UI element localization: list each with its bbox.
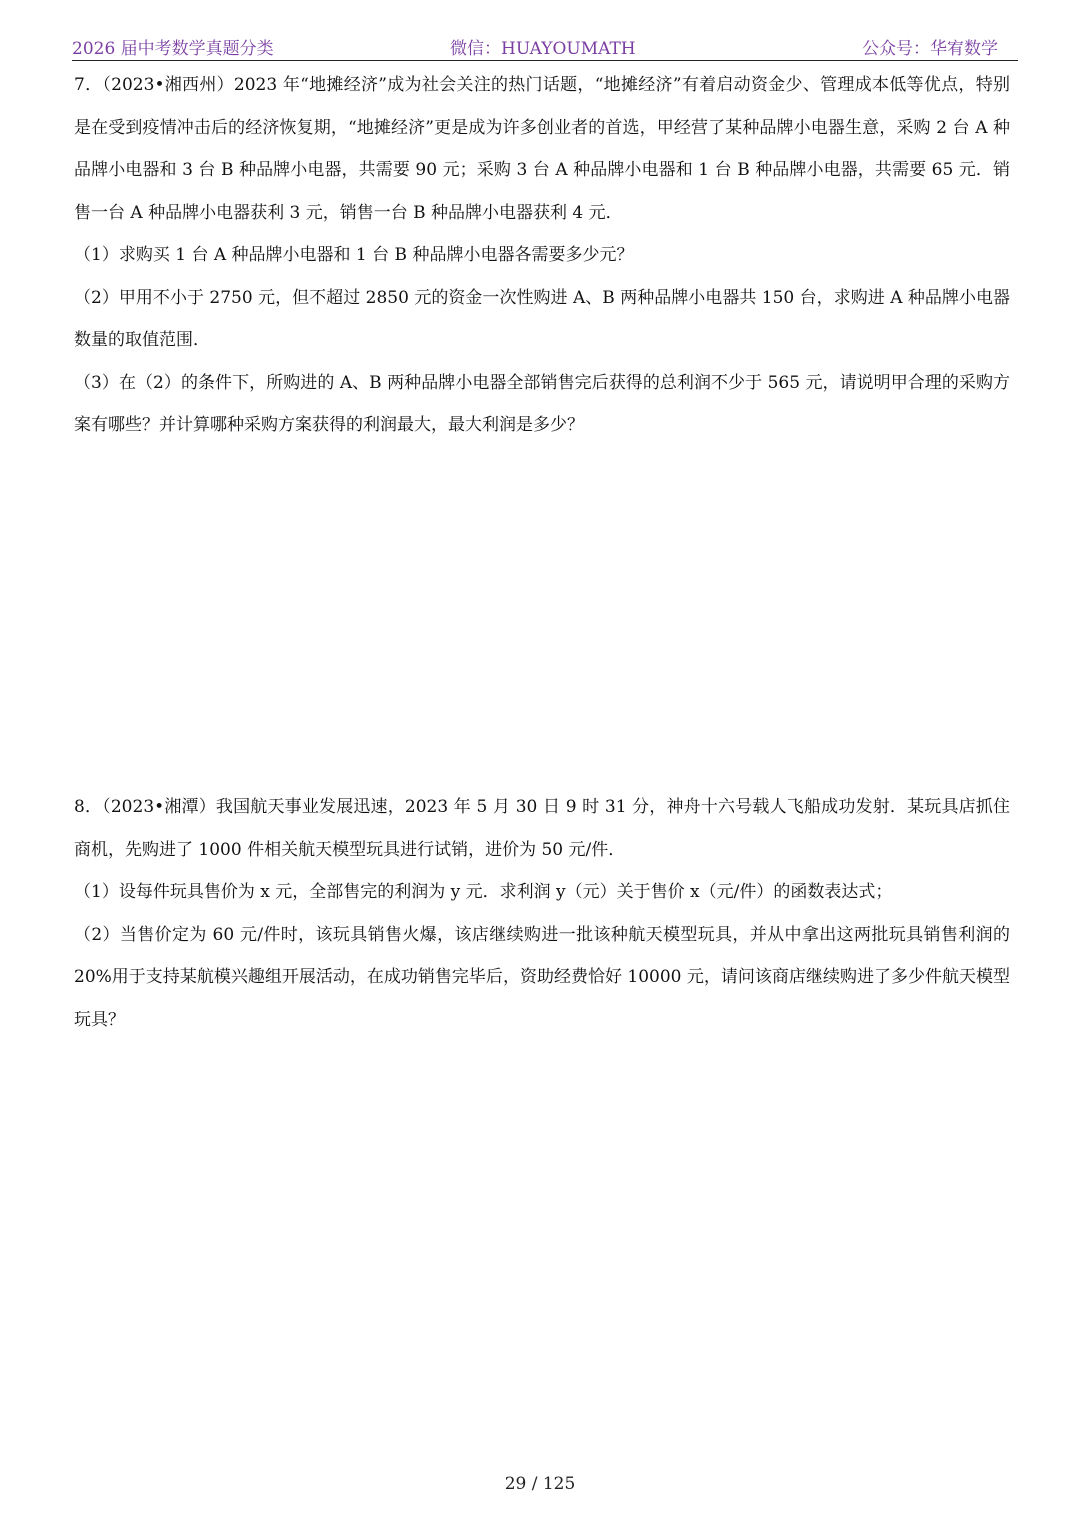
header-left-title: 2026 届中考数学真题分类	[72, 39, 274, 59]
page-header	[72, 30, 1018, 61]
problem-7-part-2: （2）甲用不小于 2750 元，但不超过 2850 元的资金一次性购进 A、B 两种品牌小电器共 150 台，求购进 A 种品牌小电器数量的取值范围．	[74, 287, 1010, 350]
problem-7-intro: 7．（2023•湘西州）2023 年“地摊经济”成为社会关注的热门话题，“地摊经济”有着启动资金少、管理成本低等优点，特别是在受到疫情冲击后的经济恢复期，“地摊经济”更是成为许多创业者的首选，甲经营了某种品牌小电器生意，采购 2 台 A 种品牌小电器和 3 台 B 种品牌小电器，共需要 90 元；采购 3 台 A 种品牌小电器和 1 台 B 种品牌小电器，共需要 65 元．销售一台 A 种品牌小电器获利 3 元，销售一台 B 种品牌小电器获利 4 元．	[74, 75, 1010, 223]
problem-8-part-2: （2）当售价定为 60 元/件时，该玩具销售火爆，该店继续购进一批该种航天模型玩具，并从中拿出这两批玩具销售利润的 20%用于支持某航模兴趣组开展活动，在成功销售完毕后，资助经费恰好 10000 元，请问该商店继续购进了多少件航天模型玩具？	[74, 924, 1010, 1030]
page-number: 29 / 125	[504, 1474, 576, 1494]
problem-7	[74, 64, 1010, 447]
problem-8-part-1: （1）设每件玩具售价为 x 元，全部售完的利润为 y 元．求利润 y（元）关于售价 x（元/件）的函数表达式；	[74, 882, 893, 902]
header-wechat: 微信：HUAYOUMATH	[450, 39, 636, 59]
problem-7-part-3: （3）在（2）的条件下，所购进的 A、B 两种品牌小电器全部销售完后获得的总利润不少于 565 元，请说明甲合理的采购方案有哪些？并计算哪种采购方案获得的利润最大，最大利润是多少？	[74, 372, 1010, 435]
problem-8	[74, 786, 1010, 1041]
problem-7-part-1: （1）求购买 1 台 A 种品牌小电器和 1 台 B 种品牌小电器各需要多少元？	[74, 245, 634, 265]
problem-8-intro: 8．（2023•湘潭）我国航天事业发展迅速，2023 年 5 月 30 日 9 时 31 分，神舟十六号载人飞船成功发射．某玩具店抓住商机，先购进了 1000 件相关航天模型玩具进行试销，进价为 50 元/件．	[74, 797, 1010, 860]
header-official-account: 公众号：华宥数学	[862, 39, 998, 59]
